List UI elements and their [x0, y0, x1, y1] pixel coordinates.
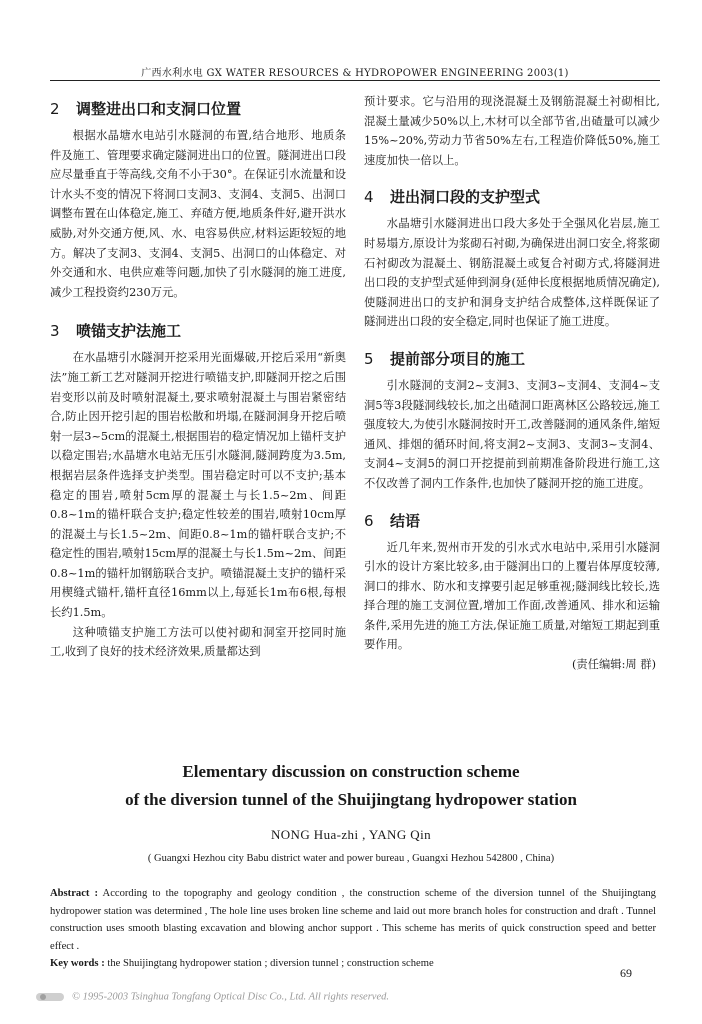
copyright-text: © 1995-2003 Tsinghua Tongfang Optical Disc Co., Ltd. All rights reserved.: [72, 991, 389, 1003]
english-title-line-2: of the diversion tunnel of the Shuijingtang hydropower station: [125, 790, 577, 809]
section-5-title: 提前部分项目的施工: [390, 349, 526, 368]
section-3-paragraph-2: 这种喷锚支护施工方法可以使衬砌和洞室开挖同时施工,收到了良好的技术经济效果,质量都达到: [50, 625, 346, 659]
section-4-number: 4: [364, 188, 374, 207]
section-5-paragraph: 引水隧洞的支洞2~支洞3、支洞3~支洞4、支洞4~支洞5等3段隧洞线较长,加之出碴洞口距离林区公路较远,施工强度较大,为使引水隧洞按时开工,改善隧洞的通风条件,缩短通风、排烟的循环时间,将支洞2~支洞3、支洞3~支洞4、支洞4~支洞5的洞口开挖提前到前期准备阶段进行施工,这不仅改善了洞内工作条件,也加快了隧洞开挖的施工进度。: [364, 378, 660, 490]
publisher-logo-icon: [36, 990, 64, 1004]
section-6-title: 结语: [390, 511, 421, 530]
page-number: 69: [620, 966, 632, 980]
abstract-label: Abstract :: [50, 888, 99, 899]
section-6-number: 6: [364, 511, 374, 530]
english-affiliation: ( Guangxi Hezhou city Babu district water and power bureau , Guangxi Hezhou 542800 , China): [147, 853, 555, 864]
continuation-paragraph: 预计要求。它与沿用的现浇混凝土及钢筋混凝土衬砌相比,混凝土量减少50%以上,木材可以全部节省,出碴量可以减少15%~20%,劳动力节省50%左右,工程造价降低50%,施工速度加快一倍以上。: [364, 95, 660, 167]
header-rule: [50, 80, 660, 81]
section-2-title: 调整进出口和支洞口位置: [76, 100, 242, 118]
section-3-paragraph-1: 在水晶塘引水隧洞开挖采用光面爆破,开挖后采用“新奥法”施工新工艺对隧洞开挖进行喷锚支护,即隧洞开挖之后围岩变形以前及时喷射混凝土,要求喷射混凝土与围岩紧密结合,防止因开挖引起的围岩松散和坍塌,在隧洞洞身开挖后喷射一层3~5cm的混凝土,根据围岩的稳定情况加上锚杆支护以稳定围岩;水晶塘水电站无压引水隧洞,隧洞跨度为3.5m,根据岩层条件选择支护类型。围岩稳定时可以不支护;基本稳定的围岩,喷射5cm厚的混凝土与长1.5~2m、间距0.8~1m的锚杆联合支护;稳定性较差的围岩,喷射10cm厚的混凝土与长1.5~2m、间距0.8~1m的锚杆联合支护;不稳定性的围岩,喷射15cm厚的混凝土与长1.5m~2m、间距0.8~1m的锚杆加钢筋联合支护。喷锚混凝土支护的锚杆采用楔缝式锚杆,锚杆直径16mm以上,每延长1m布6根,每根长约1.5m。: [50, 351, 346, 620]
right-column: [364, 92, 660, 675]
abstract-text: According to the topography and geology condition , the construction scheme of the diversion tunnel of the Shuijingtang hydropower station was determined , The hole line uses broken line scheme and laid out more branch holes for construction and draft . Tunnel construction uses smooth blasting excavation and blowing anchor support . This scheme has merits of quick construction speed and better effect .: [50, 888, 656, 952]
section-2-heading: [50, 98, 346, 120]
copyright-footer: [36, 990, 389, 1004]
keywords-text: the Shuijingtang hydropower station ; diversion tunnel ; construction scheme: [104, 958, 434, 969]
section-6-heading: [364, 510, 660, 532]
left-column: [50, 92, 346, 662]
section-6-paragraph: 近几年来,贺州市开发的引水式水电站中,采用引水隧洞引水的设计方案比较多,由于隧洞出口的上覆岩体厚度较薄,洞口的排水、防水和支撑要引起足够重视;隧洞线比较长,选择合理的施工支洞位置,增加工作面,改善通风、排水和运输条件,采用先进的施工方法,保证施工质量,对缩短工期起到重要作用。: [364, 540, 660, 652]
section-5-number: 5: [364, 349, 374, 368]
section-3-number: 3: [50, 322, 60, 341]
section-4-heading: [364, 186, 660, 208]
english-title-line-1: Elementary discussion on construction scheme: [182, 762, 520, 781]
english-abstract: [50, 885, 656, 973]
section-2-number: 2: [50, 100, 60, 118]
section-4-title: 进出洞口段的支护型式: [390, 188, 541, 207]
english-authors: NONG Hua-zhi , YANG Qin: [270, 827, 431, 842]
section-4-paragraph: 水晶塘引水隧洞进出口段大多处于全强风化岩层,施工时易塌方,原设计为浆砌石衬砌,为确保进出洞口安全,将浆砌石衬砌改为混凝土、钢筋混凝土或复合衬砌方式,将隧洞进出口段的支护型式延伸到洞身(延伸长度根据地质情况确定),使隧洞进出口的支护和洞身支护结合成整体,这样既保证了隧洞进出口段的安全稳定,同时也保证了施工进度。: [364, 217, 660, 329]
section-2-paragraph: 根据水晶塘水电站引水隧洞的布置,结合地形、地质条件及施工、管理要求确定隧洞进出口的位置。隧洞进出口段应尽量垂直于等高线,交角不小于30°。在保证引水流量和设计水头不变的情况下将洞口支洞3、支洞4、支洞5、出洞口调整布置在山体稳定,施工、弃碴方便,地质条件好,避开洪水威胁,对外交通方便,风、水、电容易供应,材料运距较短的地方。解决了支洞3、支洞4、支洞5、出洞口的山体稳定、对外交通和水、电供应难等问题,加快了引水隧洞的施工进度,减少工程投资约230万元。: [50, 129, 346, 299]
section-3-heading: [50, 320, 346, 342]
section-3-title: 喷锚支护法施工: [76, 322, 182, 341]
running-header: 广西水利水电 GX WATER RESOURCES & HYDROPOWER ENGINEERING 2003(1): [141, 68, 569, 79]
keywords-block: [50, 955, 656, 973]
section-5-heading: [364, 348, 660, 370]
editor-credit: (责任编辑:周 群): [572, 658, 656, 672]
keywords-label: Key words :: [50, 958, 105, 969]
abstract-block: [50, 885, 656, 955]
